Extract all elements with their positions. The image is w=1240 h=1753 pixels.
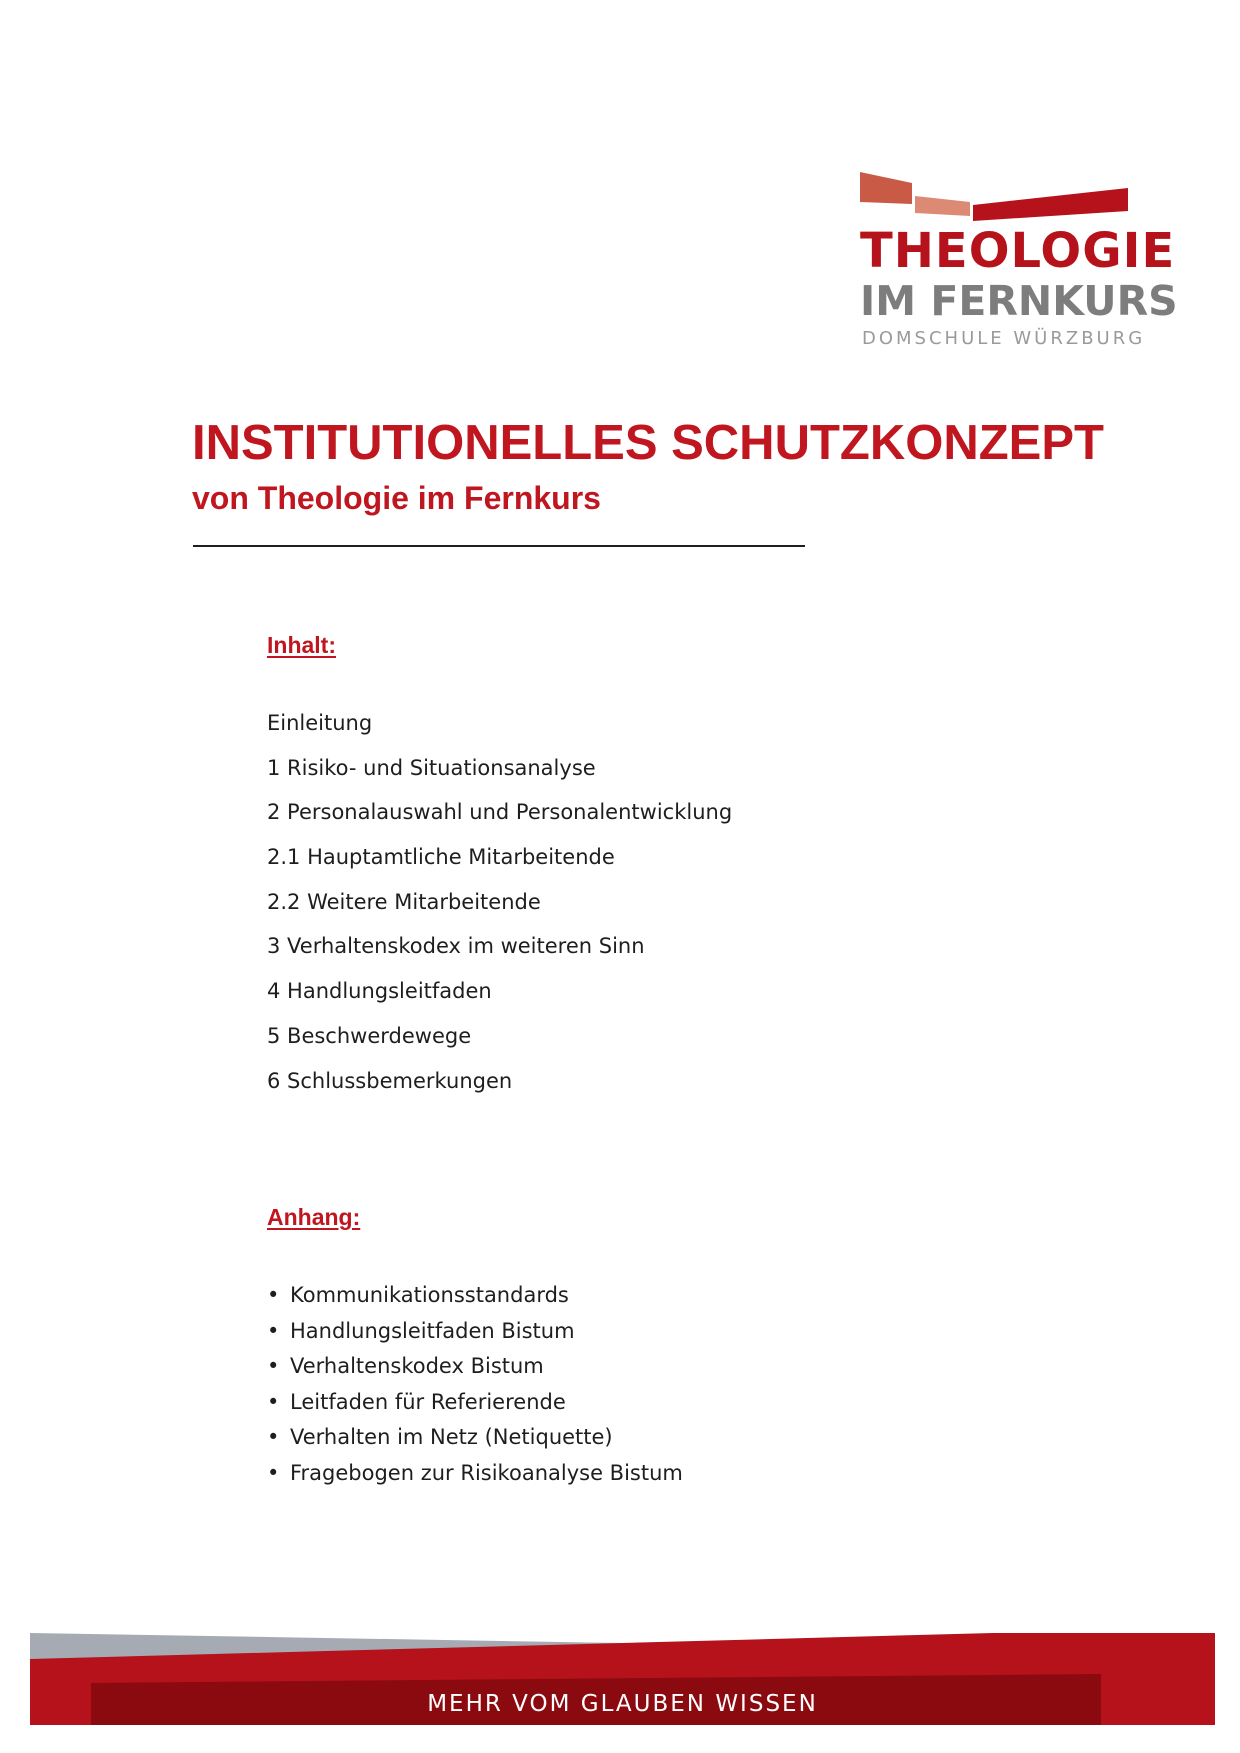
appendix-item: [267, 1387, 683, 1423]
appendix-item-label: Kommunikationsstandards: [290, 1283, 569, 1307]
appendix-item: [267, 1351, 683, 1387]
appendix-list: [267, 1280, 683, 1494]
logo-wordmark-domschule: DOMSCHULE WÜRZBURG: [862, 328, 1146, 349]
toc-item: 2.2 Weitere Mitarbeitende: [267, 889, 541, 914]
appendix-item: [267, 1280, 683, 1316]
bullet-icon: •: [267, 1425, 280, 1450]
logo-wordmark-im-fernkurs: IM FERNKURS: [860, 277, 1178, 325]
toc-item: 2.1 Hauptamtliche Mitarbeitende: [267, 845, 615, 870]
document-subtitle: von Theologie im Fernkurs: [192, 480, 601, 516]
toc-list: [267, 708, 732, 1110]
document-title: INSTITUTIONELLES SCHUTZKONZEPT: [192, 416, 1104, 470]
bullet-icon: •: [267, 1283, 280, 1307]
appendix-item-label: Leitfaden für Referierende: [290, 1389, 566, 1414]
theologie-im-fernkurs-logo: [860, 172, 1178, 352]
bullet-icon: •: [267, 1460, 280, 1485]
toc-item: 4 Handlungsleitfaden: [267, 979, 492, 1004]
appendix-item: [267, 1458, 683, 1494]
toc-item: 5 Beschwerdewege: [267, 1023, 472, 1048]
appendix-item-label: Verhaltenskodex Bistum: [290, 1354, 544, 1379]
appendix-item: [267, 1422, 683, 1458]
bullet-icon: •: [267, 1354, 280, 1379]
toc-item: Einleitung: [267, 711, 373, 735]
logo-bar-middle: [915, 196, 970, 216]
appendix-item-label: Fragebogen zur Risikoanalyse Bistum: [290, 1460, 683, 1485]
toc-heading: Inhalt:: [267, 632, 336, 658]
title-divider: [193, 545, 805, 547]
logo-roof-bars-icon: [860, 172, 1128, 224]
toc-item: 2 Personalauswahl und Personalentwicklung: [267, 800, 733, 825]
appendix-item-label: Handlungsleitfaden Bistum: [290, 1318, 575, 1343]
logo-wordmark-theologie: THEOLOGIE: [860, 223, 1176, 279]
toc-item: 3 Verhaltenskodex im weiteren Sinn: [267, 934, 645, 959]
bullet-icon: •: [267, 1318, 280, 1343]
logo-bar-left: [860, 172, 912, 204]
appendix-item: [267, 1316, 683, 1352]
appendix-item-label: Verhalten im Netz (Netiquette): [290, 1425, 613, 1450]
toc-item: 6 Schlussbemerkungen: [267, 1068, 513, 1093]
footer-slogan: MEHR VOM GLAUBEN WISSEN: [427, 1691, 818, 1717]
appendix-heading: Anhang:: [267, 1204, 361, 1230]
footer-banner: [30, 1633, 1215, 1725]
toc-item: 1 Risiko- und Situationsanalyse: [267, 755, 596, 780]
logo-bar-right: [973, 188, 1128, 221]
bullet-icon: •: [267, 1389, 280, 1414]
